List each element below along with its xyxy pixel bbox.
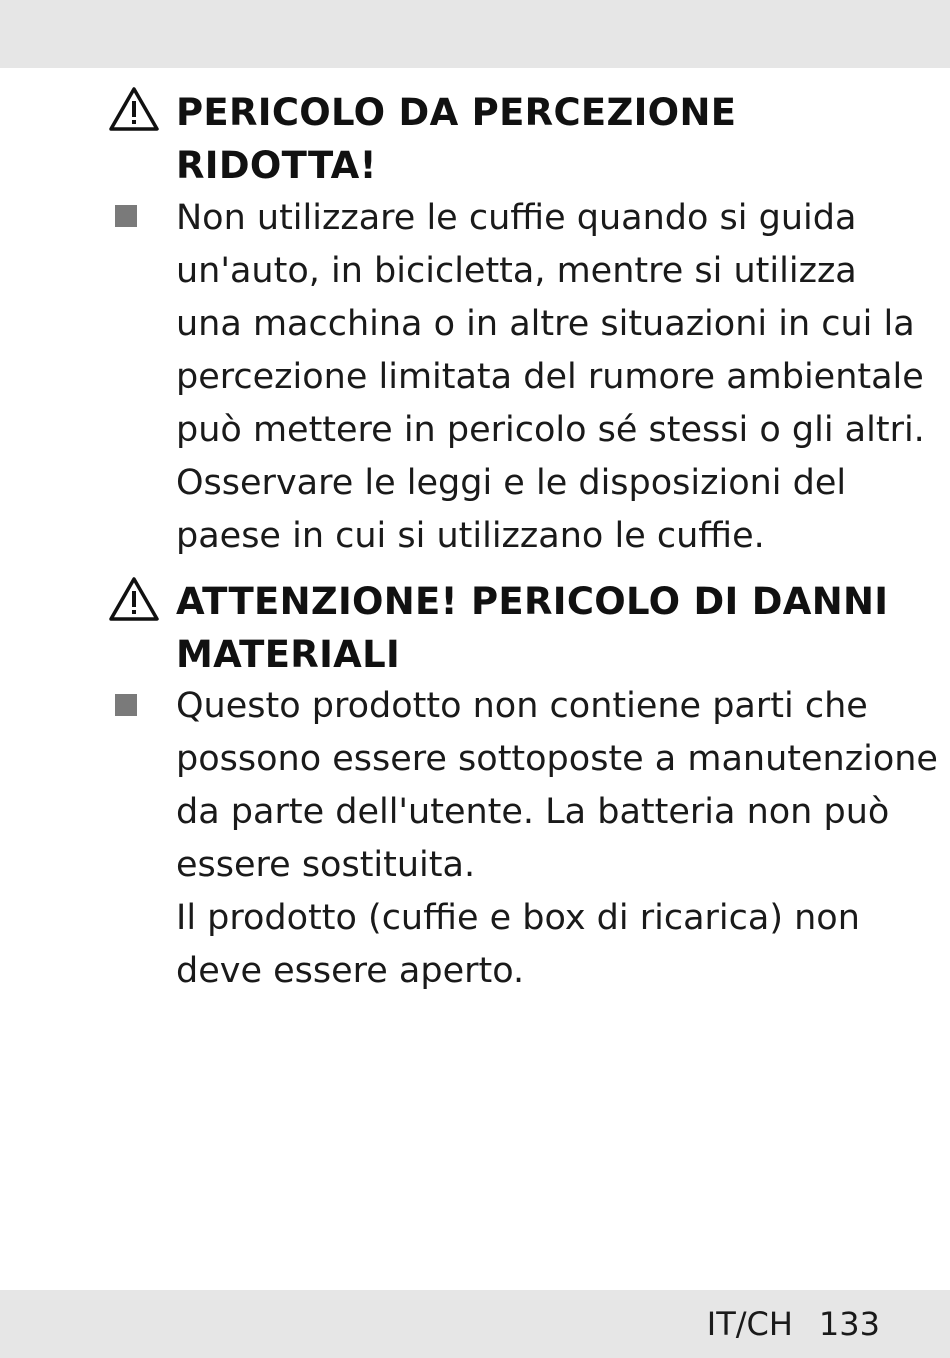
bullet-square (115, 694, 137, 716)
text-line: deve essere aperto. (176, 951, 525, 991)
bullet-square (115, 205, 137, 227)
warning-triangle-icon (108, 576, 160, 622)
page-footer (707, 1302, 880, 1346)
text-line: un'auto, in bicicletta, mentre si utilizza (176, 251, 857, 291)
text-line: percezione limitata del rumore ambientale (176, 357, 924, 397)
text-line: essere sostituita. (176, 845, 476, 885)
text-line: Il prodotto (cuffie e box di ricarica) non (176, 898, 860, 938)
text-line: Osservare le leggi e le disposizioni del (176, 463, 847, 503)
header-band (0, 0, 950, 68)
warning-heading-perception (176, 86, 896, 192)
text-line: da parte dell'utente. La batteria non può (176, 792, 890, 832)
heading-line: PERICOLO DA PERCEZIONE (176, 91, 737, 134)
text-line: Non utilizzare le cuffie quando si guida (176, 198, 857, 238)
page-number: 133 (818, 1305, 880, 1343)
bullet-text-material-damage (176, 680, 938, 998)
text-line: possono essere sottoposte a manutenzione (176, 739, 938, 779)
text-line: Questo prodotto non contiene parti che (176, 686, 868, 726)
footer-region: IT/CH (706, 1305, 793, 1343)
heading-line: ATTENZIONE! PERICOLO DI DANNI (176, 580, 889, 623)
heading-line: RIDOTTA! (176, 144, 377, 187)
text-line: una macchina o in altre situazioni in cui la (176, 304, 915, 344)
heading-line: MATERIALI (176, 633, 401, 676)
text-line: può mettere in pericolo sé stessi o gli altri. (176, 410, 925, 450)
text-line: paese in cui si utilizzano le cuffie. (176, 516, 765, 556)
warning-triangle-icon (108, 86, 160, 132)
bullet-text-perception (176, 192, 925, 563)
warning-heading-material-damage (176, 575, 896, 681)
